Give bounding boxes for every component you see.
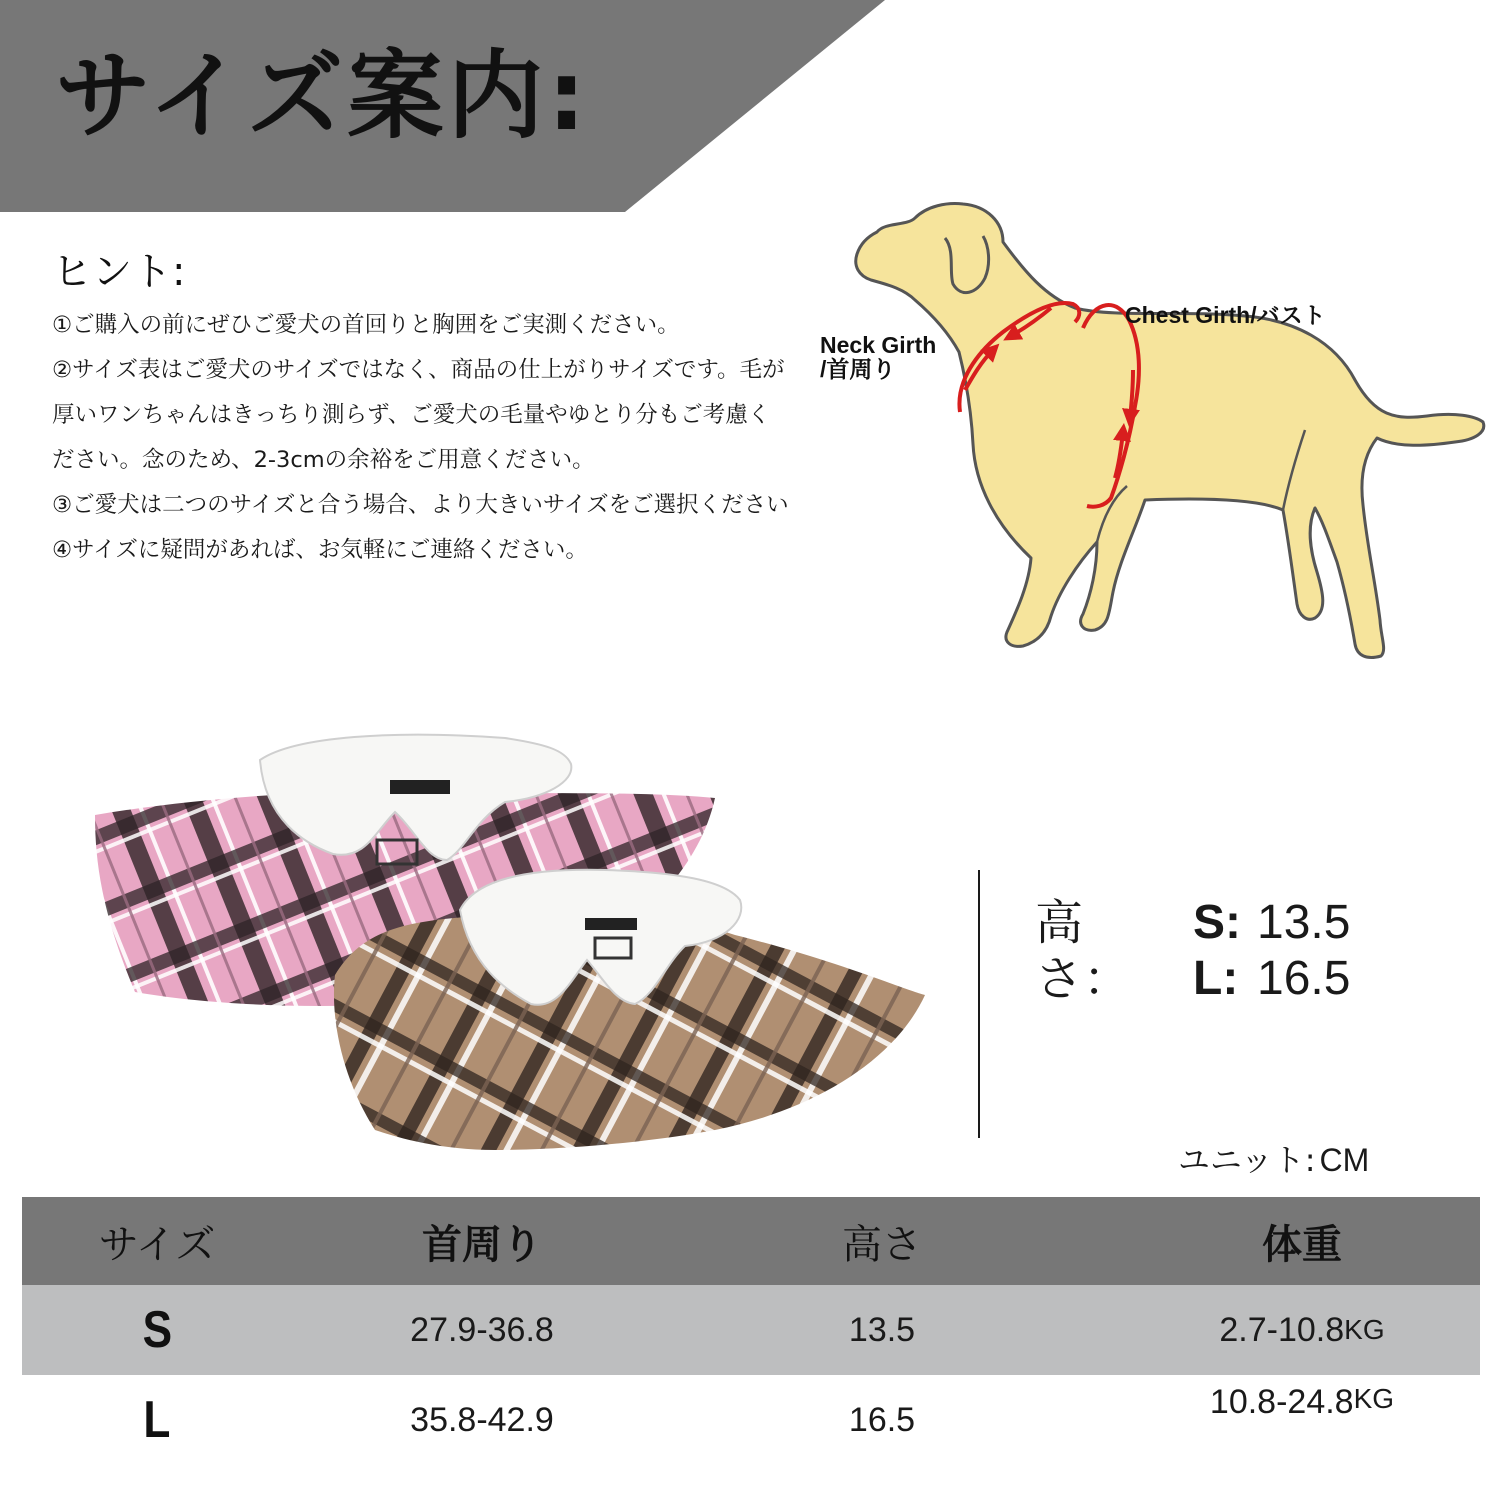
pink-cape-tag [390, 780, 450, 794]
column-header-neck: 首周り [422, 1221, 542, 1268]
weight-cell [1152, 1375, 1452, 1465]
tip-item: ④サイズに疑問があれば、お気軽にご連絡ください。 [52, 537, 588, 563]
size-cell [62, 1375, 252, 1465]
neck-girth-label [820, 333, 936, 381]
unit-value: CM [1319, 1142, 1370, 1178]
tip-item: ③ご愛犬は二つのサイズと合う場合、より大きいサイズをご選択ください [52, 492, 789, 518]
vertical-divider [978, 870, 980, 1138]
table-row [22, 1285, 1480, 1375]
table-row [22, 1375, 1480, 1465]
weight-unit: KG [1344, 1314, 1385, 1345]
product-image [75, 720, 945, 1150]
size-table [22, 1197, 1480, 1465]
dog-silhouette-icon [815, 180, 1495, 675]
neck-cell: 27.9-36.8 [410, 1310, 554, 1349]
neck-cell: 35.8-42.9 [410, 1400, 554, 1439]
brown-cape-tag [585, 918, 637, 930]
column-header-height: 高さ [842, 1221, 922, 1268]
chest-girth-label: Chest Girth/バスト [1125, 302, 1326, 328]
unit-label [1178, 1135, 1369, 1181]
height-value: 13.5 [1257, 896, 1351, 949]
neck-girth-label-line: /首周り [820, 356, 896, 382]
height-cell: 16.5 [848, 1400, 916, 1439]
unit-label-text: ユニット: [1178, 1141, 1316, 1179]
tip-item: ①ご購入の前にぜひご愛犬の首回りと胸囲をご実測ください。 [52, 312, 680, 338]
height-label: 高さ： [1035, 895, 1132, 1007]
weight-cell [1152, 1285, 1452, 1375]
page-title: サイズ案内: [55, 40, 590, 152]
tips-list [52, 303, 792, 573]
weight-value: 2.7-10.8 [1219, 1310, 1345, 1349]
weight-unit: KG [1353, 1383, 1395, 1414]
weight-value: 10.8-24.8 [1209, 1383, 1354, 1421]
height-value: 16.5 [1257, 952, 1351, 1005]
height-size: S: [1193, 896, 1241, 949]
column-header-size: サイズ [98, 1221, 216, 1268]
neck-girth-label-line: Neck Girth [820, 332, 937, 358]
table-header [22, 1197, 1480, 1285]
size-value: L [143, 1391, 171, 1449]
column-header-weight: 体重 [1262, 1221, 1342, 1268]
height-size: L: [1193, 952, 1239, 1005]
tip-item: ②サイズ表はご愛犬のサイズではなく、商品の仕上がりサイズです。毛が厚いワンちゃんはきっちり測らず、ご愛犬の毛量やゆとり分もご考慮ください。念のため、2-3cmの余裕をご用意ください。 [52, 357, 785, 473]
size-cell [62, 1285, 252, 1375]
tips-heading: ヒント: [52, 249, 186, 295]
size-value: S [142, 1301, 172, 1359]
height-cell: 13.5 [848, 1310, 916, 1349]
